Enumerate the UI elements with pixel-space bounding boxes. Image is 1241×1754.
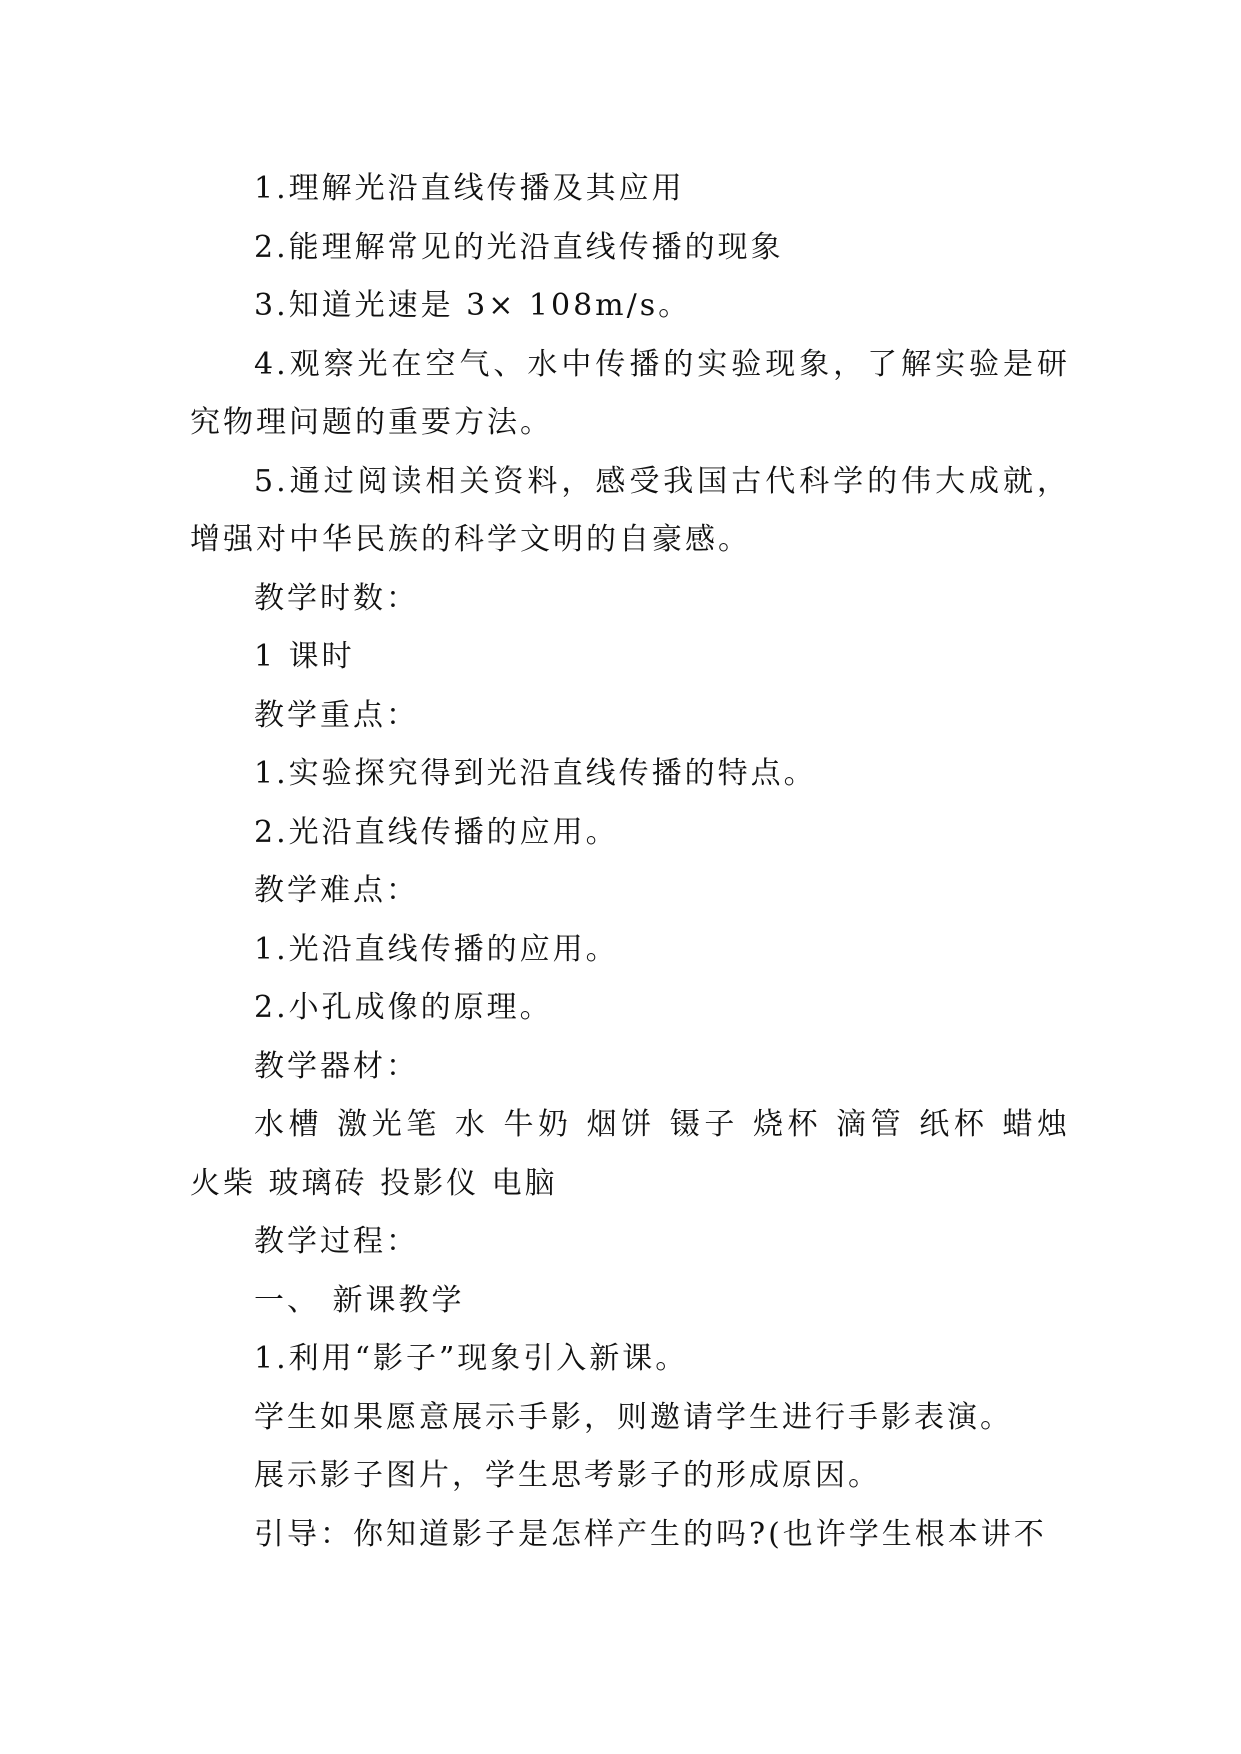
step-shadow-pictures: 展示影子图片，学生思考影子的形成原因。 xyxy=(254,1458,881,1493)
equipment-heading: 教学器材： xyxy=(254,1048,419,1084)
teaching-hours-value: 1 课时 xyxy=(254,639,355,674)
key-point-1: 1.实验探究得到光沿直线传播的特点。 xyxy=(254,756,817,791)
difficulty-2: 2.小孔成像的原理。 xyxy=(254,990,553,1025)
difficulties-heading: 教学难点： xyxy=(254,873,419,908)
objective-2: 2.能理解常见的光沿直线传播的现象 xyxy=(254,229,784,265)
difficulty-1: 1.光沿直线传播的应用。 xyxy=(254,931,619,967)
teaching-hours-heading: 教学时数： xyxy=(254,580,419,616)
document-body xyxy=(190,160,1070,1564)
key-point-2: 2.光沿直线传播的应用。 xyxy=(254,814,619,850)
objective-4: 4.观察光在空气、水中传播的实验现象，了解实验是研究物理问题的重要方法。 xyxy=(190,346,1070,440)
equipment-list: 水槽 激光笔 水 牛奶 烟饼 镊子 烧杯 滴管 纸杯 蜡烛 火柴 玻璃砖 投影仪 电脑 xyxy=(190,1107,1070,1201)
process-heading: 教学过程： xyxy=(254,1224,419,1259)
step-hand-shadow: 学生如果愿意展示手影，则邀请学生进行手影表演。 xyxy=(254,1399,1013,1435)
step-1: 1.利用“影子”现象引入新课。 xyxy=(254,1341,689,1376)
objective-1: 1.理解光沿直线传播及其应用 xyxy=(254,171,685,206)
step-guide-question: 引导：你知道影子是怎样产生的吗?(也许学生根本讲不 xyxy=(254,1516,1047,1552)
section-new-lesson: 一、 新课教学 xyxy=(254,1282,465,1318)
objective-3: 3.知道光速是 3× 108m/s。 xyxy=(254,288,692,323)
key-points-heading: 教学重点： xyxy=(254,697,419,733)
objective-5: 5.通过阅读相关资料，感受我国古代科学的伟大成就，增强对中华民族的科学文明的自豪感。 xyxy=(190,463,1070,557)
